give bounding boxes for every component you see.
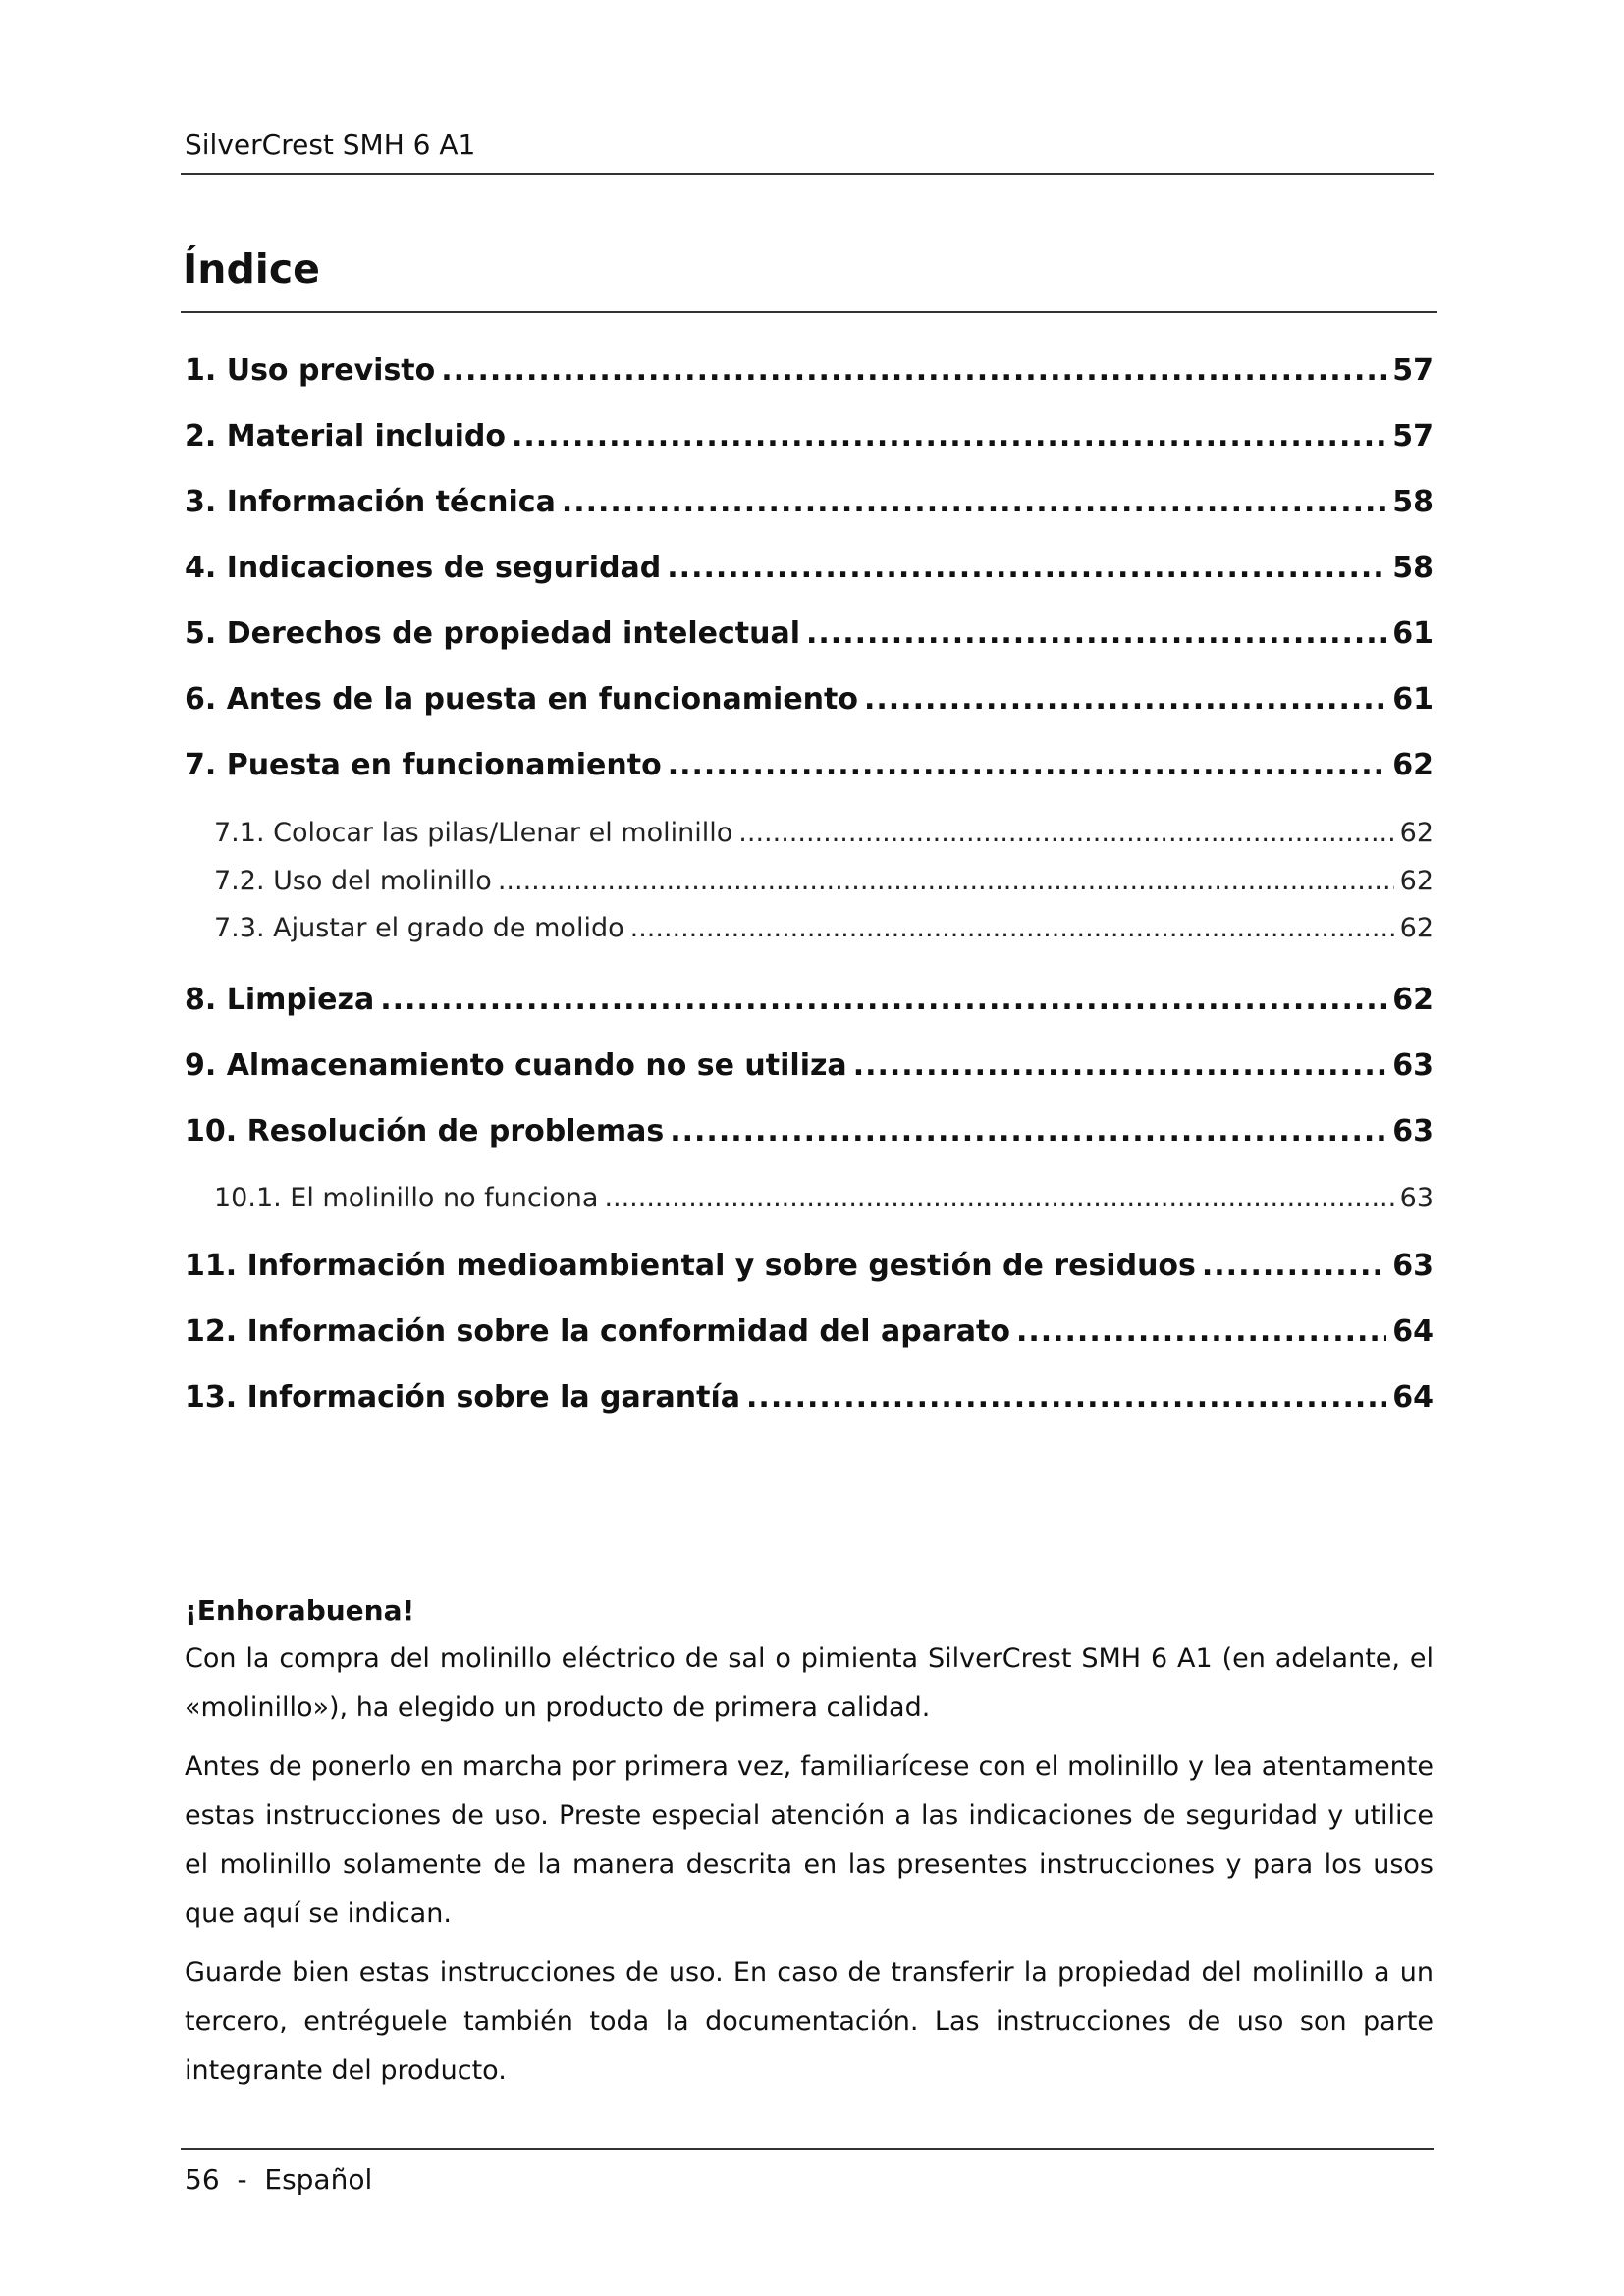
toc-subentry[interactable]: [185, 866, 1434, 896]
toc-entry-label: 13. Información sobre la garantía: [185, 1380, 741, 1415]
toc-leader-dots: [670, 1114, 1386, 1148]
toc-entry-label: 10.1. El molinillo no funciona: [214, 1183, 599, 1213]
toc-entry-page: 64: [1392, 1314, 1434, 1349]
toc-entry[interactable]: [185, 1114, 1434, 1148]
toc-entry[interactable]: [185, 1380, 1434, 1415]
toc-entry[interactable]: [185, 551, 1434, 585]
toc-leader-dots: [630, 913, 1394, 943]
toc-entry[interactable]: [185, 1048, 1434, 1083]
toc-subentry[interactable]: [185, 913, 1434, 943]
toc-entry[interactable]: [185, 748, 1434, 782]
toc-leader-dots: [562, 485, 1386, 519]
toc-subentry[interactable]: [185, 818, 1434, 848]
toc-entry-page: 62: [1392, 983, 1434, 1017]
toc-leader-dots: [604, 1183, 1393, 1213]
toc-entry-label: 7.3. Ajustar el grado de molido: [214, 913, 624, 943]
footer-language: Español: [264, 2163, 373, 2196]
toc-entry[interactable]: [185, 485, 1434, 519]
header-product-name: SilverCrest SMH 6 A1: [185, 129, 476, 161]
toc-entry-page: 61: [1392, 616, 1434, 651]
toc-entry-page: 63: [1399, 1183, 1434, 1213]
toc-entry-label: 6. Antes de la puesta en funcionamiento: [185, 682, 858, 717]
toc-entry[interactable]: [185, 682, 1434, 717]
toc-entry-page: 64: [1392, 1380, 1434, 1415]
footer-separator: -: [237, 2163, 247, 2196]
toc-entry-label: 7.2. Uso del molinillo: [214, 866, 492, 896]
toc-entry-page: 62: [1399, 818, 1434, 848]
toc-subentry[interactable]: [185, 1183, 1434, 1213]
toc-entry-label: 7.1. Colocar las pilas/Llenar el molinillo: [214, 818, 733, 848]
toc-entry-page: 62: [1399, 913, 1434, 943]
toc-leader-dots: [1202, 1249, 1386, 1283]
toc-entry-page: 57: [1392, 419, 1434, 454]
toc-leader-dots: [667, 551, 1386, 585]
toc-entry[interactable]: [185, 1314, 1434, 1349]
toc-leader-dots: [738, 818, 1393, 848]
toc-entry[interactable]: [185, 419, 1434, 454]
toc-leader-dots: [441, 353, 1386, 388]
toc-leader-dots: [498, 866, 1394, 896]
toc-entry-label: 1. Uso previsto: [185, 353, 436, 388]
intro-section: [185, 1594, 1434, 2106]
title-divider: [181, 311, 1437, 313]
toc-entry-label: 2. Material incluido: [185, 419, 506, 454]
toc-leader-dots: [746, 1380, 1386, 1415]
toc-entry[interactable]: [185, 1249, 1434, 1283]
toc-entry-label: 10. Resolución de problemas: [185, 1114, 665, 1148]
toc-entry-page: 57: [1392, 353, 1434, 388]
toc-entry-page: 61: [1392, 682, 1434, 717]
toc-entry-page: 63: [1392, 1249, 1434, 1283]
toc-entry-label: 4. Indicaciones de seguridad: [185, 551, 662, 585]
toc-entry-page: 62: [1399, 866, 1434, 896]
toc-entry-label: 11. Información medioambiental y sobre gestión de residuos: [185, 1249, 1196, 1283]
toc-entry[interactable]: [185, 353, 1434, 388]
toc-entry-label: 8. Limpieza: [185, 983, 375, 1017]
toc-entry-page: 58: [1392, 551, 1434, 585]
footer-text: [185, 2163, 372, 2196]
page-header: [181, 120, 1434, 175]
toc-entry-page: 63: [1392, 1114, 1434, 1148]
intro-paragraph: Con la compra del molinillo eléctrico de sal o pimienta SilverCrest SMH 6 A1 (en adelante, el «molinillo»), ha elegido un producto de primera calidad.: [185, 1643, 1434, 1723]
toc-entry-label: 3. Información técnica: [185, 485, 556, 519]
toc-leader-dots: [380, 983, 1386, 1017]
toc-leader-dots: [806, 616, 1386, 651]
toc-leader-dots: [1016, 1314, 1386, 1349]
page-number: 56: [185, 2163, 220, 2196]
toc-title: Índice: [183, 245, 320, 293]
toc-entry-page: 62: [1392, 748, 1434, 782]
toc-entry[interactable]: [185, 983, 1434, 1017]
toc-entry-label: 9. Almacenamiento cuando no se utiliza: [185, 1048, 847, 1083]
intro-heading: ¡Enhorabuena!: [185, 1594, 415, 1627]
toc-leader-dots: [864, 682, 1386, 717]
toc-entry-page: 63: [1392, 1048, 1434, 1083]
toc-entry-label: 5. Derechos de propiedad intelectual: [185, 616, 801, 651]
toc-entry[interactable]: [185, 616, 1434, 651]
toc-entry-label: 7. Puesta en funcionamiento: [185, 748, 662, 782]
toc-leader-dots: [512, 419, 1386, 454]
toc-entry-page: 58: [1392, 485, 1434, 519]
toc-leader-dots: [668, 748, 1387, 782]
toc-leader-dots: [853, 1048, 1387, 1083]
intro-paragraph: Antes de ponerlo en marcha por primera vez, familiarícese con el molinillo y lea atentamente estas instrucciones de uso. Preste especial atención a las indicaciones de seguridad y utilice el molinillo solamente de la manera descrita en las presentes instrucciones y para los usos que aquí se indican.: [185, 1751, 1434, 1929]
page-footer: [181, 2148, 1434, 2196]
toc-entry-label: 12. Información sobre la conformidad del aparato: [185, 1314, 1010, 1349]
intro-paragraph: Guarde bien estas instrucciones de uso. En caso de transferir la propiedad del molinillo a un tercero, entréguele también toda la documentación. Las instrucciones de uso son parte integrante del producto.: [185, 1957, 1434, 2086]
